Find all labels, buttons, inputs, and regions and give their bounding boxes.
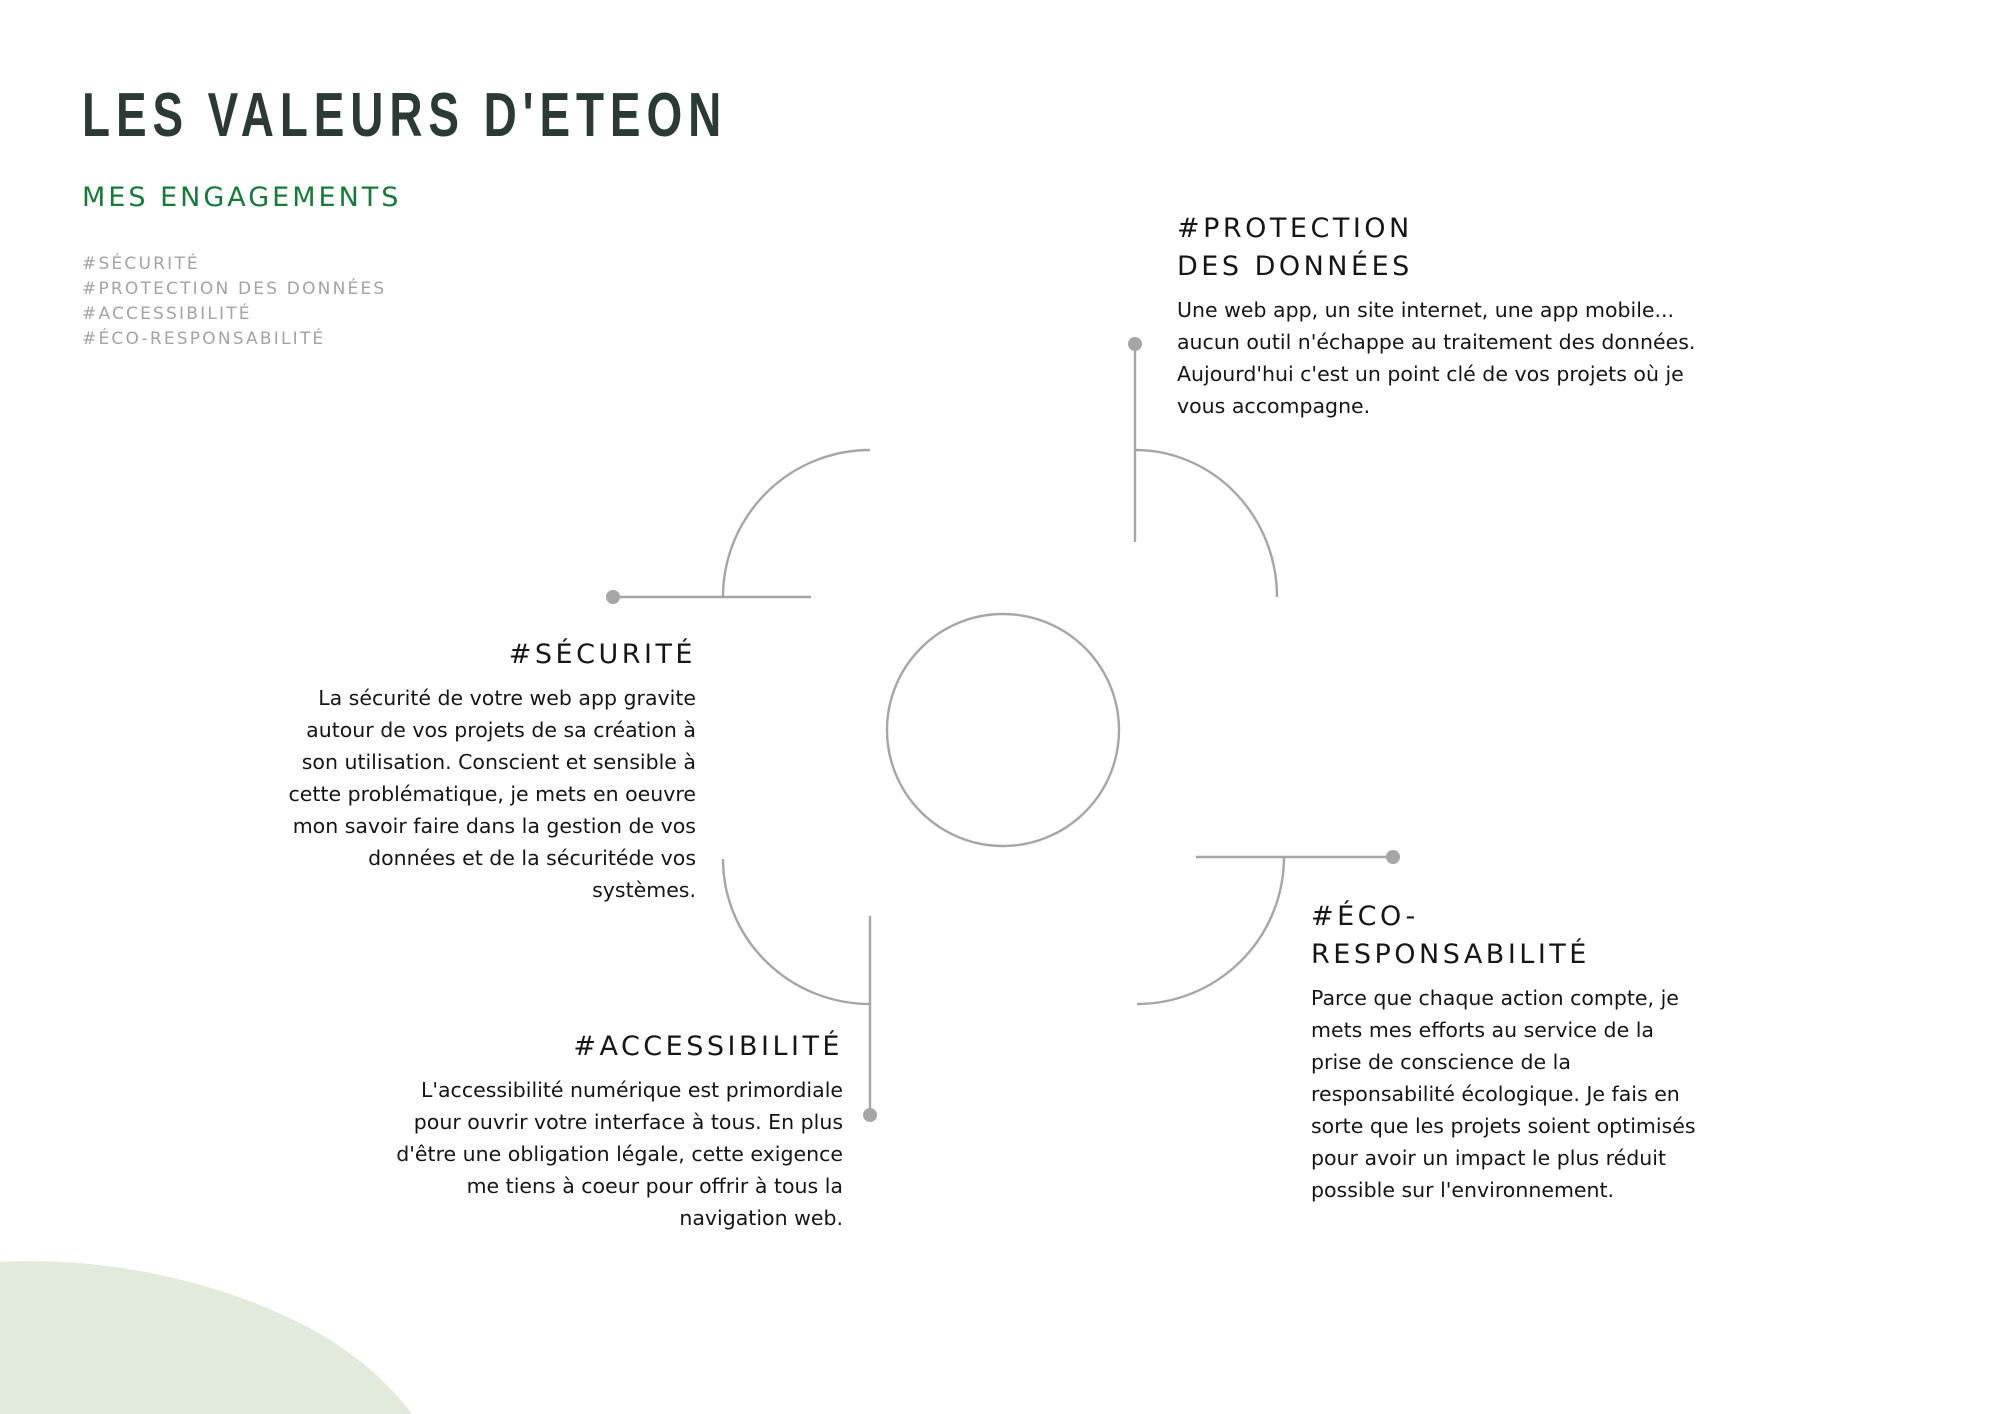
page-title: LES VALEURS D'ETEON — [82, 81, 728, 150]
center-circle — [887, 614, 1119, 846]
value-eco — [1311, 898, 1706, 1206]
value-protection-text: Une web app, un site internet, une app mobile... aucun outil n'échappe au traitement des données. Aujourd'hui c'est un point clé de vos projets où je vous accompagne. — [1177, 298, 1696, 418]
arc-securite — [723, 450, 870, 597]
tag-item: #ÉCO-RESPONSABILITÉ — [82, 329, 326, 349]
page-subtitle: MES ENGAGEMENTS — [82, 182, 402, 213]
value-accessibilite-title: #ACCESSIBILITÉ — [573, 1031, 843, 1062]
value-eco-text: Parce que chaque action compte, je mets mes efforts au service de la prise de conscience de la responsabilité écologique. Je fais en sorte que les projets soient optimisés pour avoir un impact le plus réduit possible sur l'environnement. — [1311, 986, 1696, 1202]
dot-accessibilite — [863, 1108, 877, 1122]
dot-securite — [606, 590, 620, 604]
tag-item: #ACCESSIBILITÉ — [82, 304, 252, 324]
value-protection-title-line2: DES DONNÉES — [1177, 251, 1413, 282]
arc-eco — [1137, 857, 1284, 1004]
tag-item: #PROTECTION DES DONNÉES — [82, 279, 387, 299]
arc-accessibilite — [723, 859, 870, 1004]
value-protection-title-line1: #PROTECTION — [1177, 213, 1413, 244]
value-securite-title: #SÉCURITÉ — [508, 639, 696, 670]
value-securite-text: La sécurité de votre web app gravite autour de vos projets de sa création à son utilisation. Conscient et sensible à cette problématique, je mets en oeuvre mon savoir faire dans la gestion de vos données et de la sécuritéde vos systèmes. — [288, 686, 696, 902]
arc-protection — [1135, 450, 1277, 597]
value-eco-title-line2: RESPONSABILITÉ — [1311, 939, 1590, 970]
value-protection-title — [1177, 210, 1707, 286]
tag-item: #SÉCURITÉ — [82, 254, 200, 274]
value-accessibilite — [380, 1028, 843, 1234]
dot-eco — [1386, 850, 1400, 864]
value-eco-title — [1311, 898, 1706, 974]
dot-protection — [1128, 337, 1142, 351]
value-eco-title-line1: #ÉCO- — [1311, 901, 1419, 932]
value-protection — [1177, 210, 1707, 422]
value-accessibilite-text: L'accessibilité numérique est primordiale pour ouvrir votre interface à tous. En plus d'être une obligation légale, cette exigence me tiens à coeur pour offrir à tous la navigation web. — [396, 1078, 843, 1230]
value-securite — [270, 636, 696, 906]
